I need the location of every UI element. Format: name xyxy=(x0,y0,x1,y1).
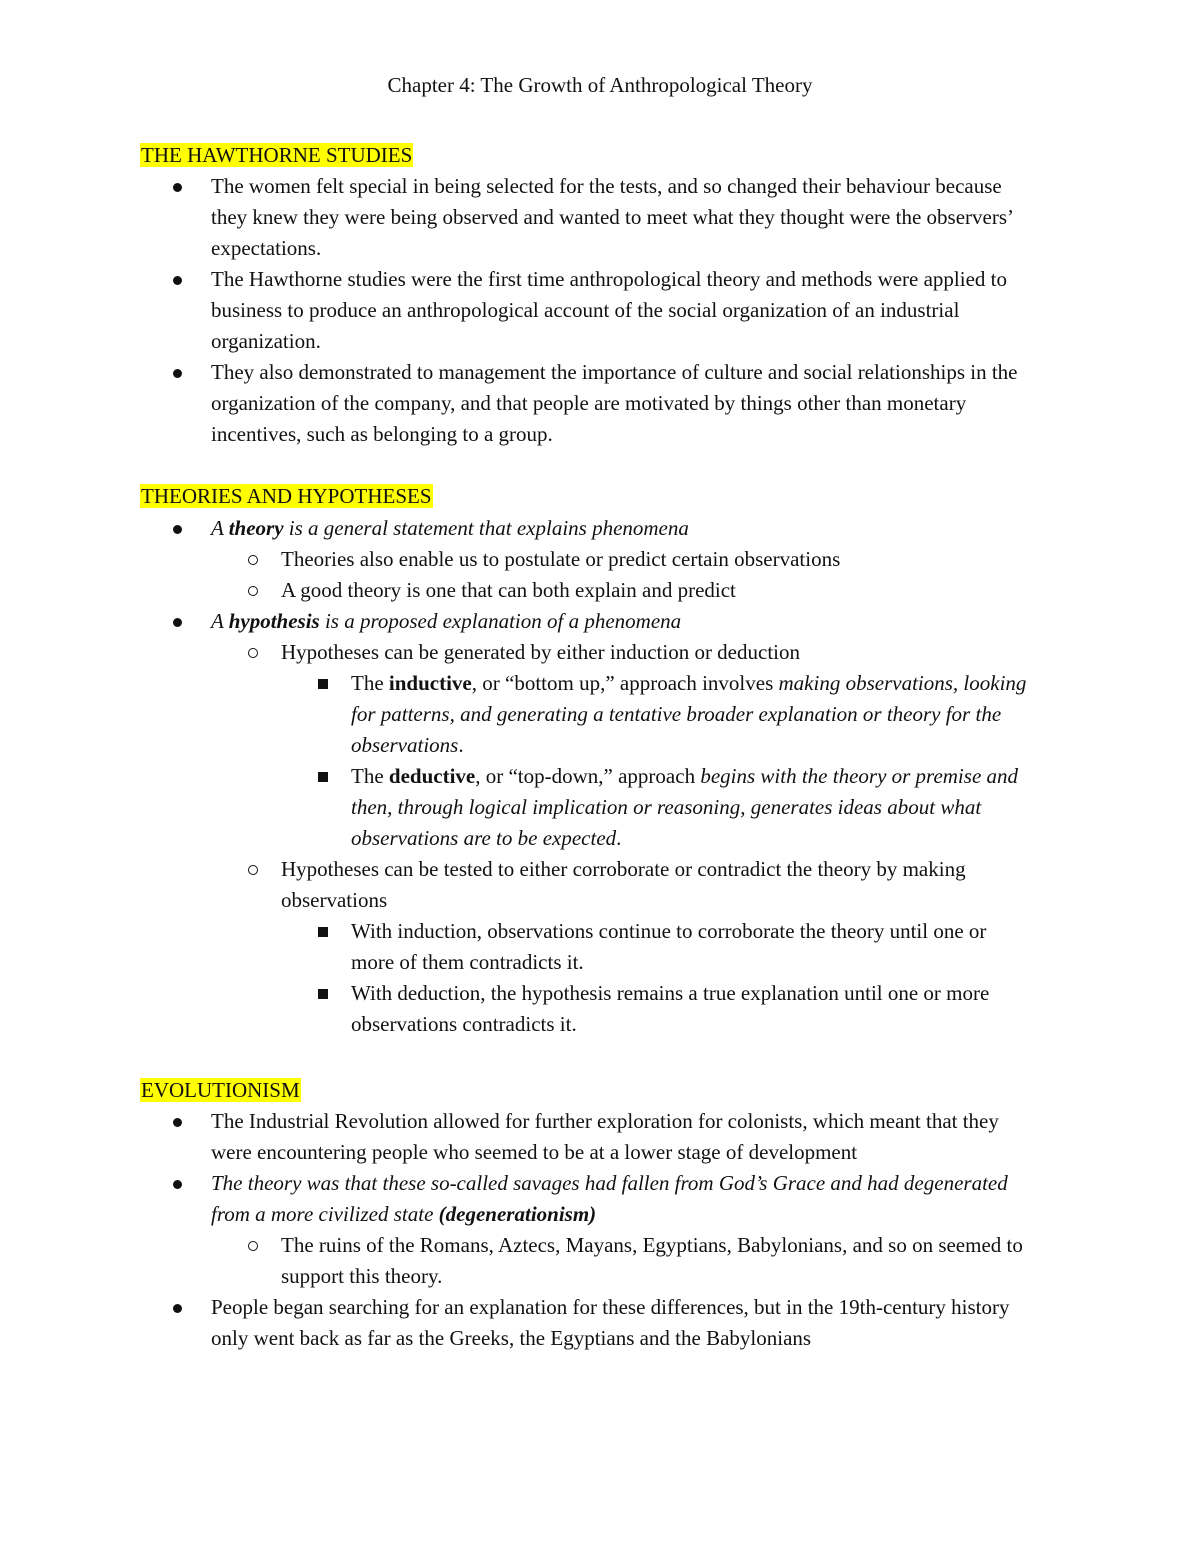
list-item xyxy=(140,171,1030,264)
bullet-icon xyxy=(173,183,182,192)
bullet-icon xyxy=(173,618,182,627)
text-run: A xyxy=(211,516,229,540)
term-inductive: inductive xyxy=(388,671,472,695)
list-item xyxy=(140,1106,1030,1168)
list-item-text: The ruins of the Romans, Aztecs, Mayans, Egyptians, Babylonians, and so on seemed to support this theory. xyxy=(281,1233,1023,1288)
bullet-icon xyxy=(173,1304,182,1313)
term-hypothesis: hypothesis xyxy=(228,609,320,633)
text-run: is a proposed explanation of a phenomena xyxy=(319,609,682,633)
bullet-icon xyxy=(173,525,182,534)
evolutionism-list xyxy=(140,1106,1030,1354)
sub-list-item xyxy=(140,854,1030,916)
highlighted-heading-text: THE HAWTHORNE STUDIES xyxy=(141,143,413,167)
text-run: , or “bottom up,” approach involves xyxy=(471,671,779,695)
bullet-icon xyxy=(173,1180,182,1189)
list-item-hypothesis xyxy=(140,606,1030,637)
list-item-text: Hypotheses can be tested to either corroborate or contradict the theory by making observations xyxy=(281,857,966,912)
text-run: making observations, looking for patterns, and generating a tentative broader explanation or theory for the observations xyxy=(351,671,1027,757)
square-bullet-icon xyxy=(318,989,328,999)
sub-sub-list-item-deductive xyxy=(140,761,1030,854)
bullet-icon xyxy=(173,1118,182,1127)
sub-list-item xyxy=(140,637,1030,668)
list-item-text: The Hawthorne studies were the first time anthropological theory and methods were applied to business to produce an anthropological account of the social organization of an industrial organization. xyxy=(211,267,1008,353)
circle-bullet-icon xyxy=(248,865,258,875)
sub-sub-list-item xyxy=(140,916,1030,978)
list-item-text: A good theory is one that can both explain and predict xyxy=(281,578,736,602)
highlighted-heading-text: THEORIES AND HYPOTHESES xyxy=(141,484,432,508)
term-deductive: deductive xyxy=(388,764,476,788)
sub-list-item xyxy=(140,575,1030,606)
list-item xyxy=(140,357,1030,450)
text-run: . xyxy=(458,733,464,757)
text-run: The xyxy=(351,764,389,788)
sub-sub-list-item-inductive xyxy=(140,668,1030,761)
section-heading-hawthorne xyxy=(140,140,413,171)
term-degenerationism: (degenerationism) xyxy=(438,1202,597,1226)
circle-bullet-icon xyxy=(248,648,258,658)
sub-sub-list-item xyxy=(140,978,1030,1040)
circle-bullet-icon xyxy=(248,1241,258,1251)
list-item-theory xyxy=(140,513,1030,544)
theories-list xyxy=(140,513,1030,1040)
list-item-text: Theories also enable us to postulate or predict certain observations xyxy=(281,547,841,571)
text-run: , or “top-down,” approach xyxy=(475,764,701,788)
list-item-text: With induction, observations continue to corroborate the theory until one or more of them contradicts it. xyxy=(351,919,987,974)
list-item-text: With deduction, the hypothesis remains a true explanation until one or more observations contradicts it. xyxy=(351,981,990,1036)
text-run: A xyxy=(211,609,229,633)
list-item-text: The women felt special in being selected for the tests, and so changed their behaviour because they knew they were being observed and wanted to meet what they thought were the observers’ expectations. xyxy=(211,174,1013,260)
list-item-text: They also demonstrated to management the importance of culture and social relationships in the organization of the company, and that people are motivated by things other than monetary incentives, such as belonging to a group. xyxy=(211,360,1018,446)
section-heading-evolutionism xyxy=(140,1075,301,1106)
text-run: The xyxy=(351,671,389,695)
bullet-icon xyxy=(173,369,182,378)
hawthorne-list xyxy=(140,171,1030,450)
text-run: begins with the theory or premise and then, through logical implication or reasoning, generates ideas about what observations are to be expected xyxy=(351,764,1019,850)
term-theory: theory xyxy=(228,516,284,540)
list-item xyxy=(140,1292,1030,1354)
text-run: . xyxy=(616,826,622,850)
highlighted-heading-text: EVOLUTIONISM xyxy=(141,1078,300,1102)
square-bullet-icon xyxy=(318,679,328,689)
sub-list-item xyxy=(140,1230,1030,1292)
bullet-icon xyxy=(173,276,182,285)
list-item-text: The Industrial Revolution allowed for further exploration for colonists, which meant that they were encountering people who seemed to be at a lower stage of development xyxy=(211,1109,999,1164)
list-item-text: Hypotheses can be generated by either induction or deduction xyxy=(281,640,800,664)
square-bullet-icon xyxy=(318,772,328,782)
text-run: is a general statement that explains phenomena xyxy=(283,516,689,540)
list-item xyxy=(140,1168,1030,1230)
sub-list-item xyxy=(140,544,1030,575)
page-title: Chapter 4: The Growth of Anthropological Theory xyxy=(387,73,813,97)
list-item xyxy=(140,264,1030,357)
list-item-text: People began searching for an explanation for these differences, but in the 19th-century history only went back as far as the Greeks, the Egyptians and the Babylonians xyxy=(211,1295,1010,1350)
square-bullet-icon xyxy=(318,927,328,937)
section-heading-theories xyxy=(140,481,433,512)
circle-bullet-icon xyxy=(248,586,258,596)
text-run: The theory was that these so-called savages had fallen from God’s Grace and had degenerated from a more civilized state xyxy=(211,1171,1008,1226)
circle-bullet-icon xyxy=(248,555,258,565)
